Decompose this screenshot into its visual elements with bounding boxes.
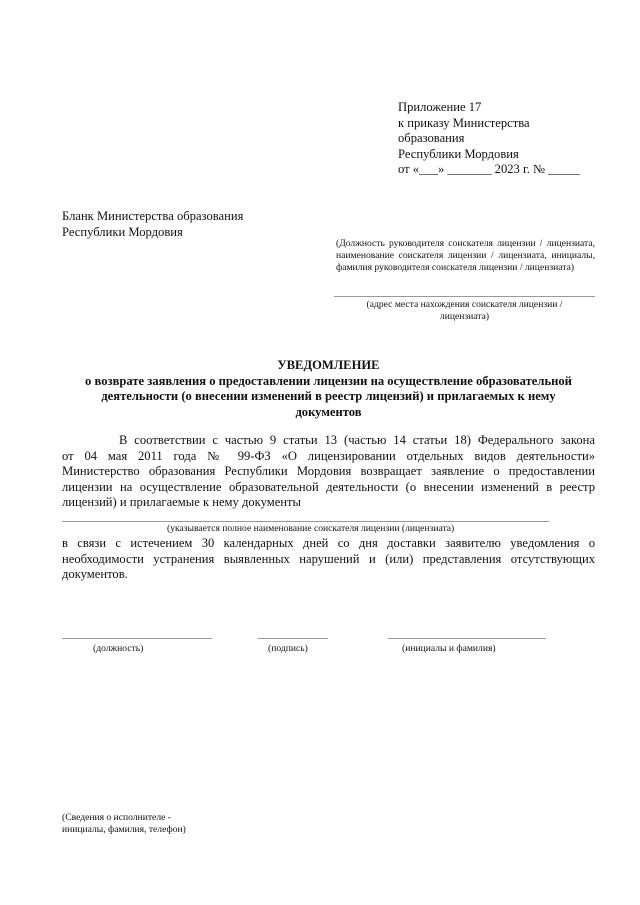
title-subtitle-line: деятельности (о внесении изменений в реестр лицензий) и прилагаемых к нему: [101, 389, 556, 403]
licensee-hint: (указывается полное наименование соискателя лицензии (лицензиата): [167, 523, 455, 534]
name-label: (инициалы и фамилия): [402, 643, 496, 654]
body-line: от 04 мая 2011 года № 99-ФЗ «О лицензировании отдельных видов деятельности»: [62, 448, 595, 463]
appendix-line: Приложение 17: [398, 100, 482, 114]
name-line: [388, 638, 546, 639]
title-subtitle-line: документов: [295, 404, 362, 419]
executor-line: инициалы, фамилия, телефон): [62, 824, 186, 835]
appendix-line: образования: [398, 131, 465, 145]
appendix-date-number: от «___» _______ 2023 г. № _____: [398, 162, 580, 176]
licensee-name-line: [62, 521, 549, 522]
recipient-position-hint: (Должность руководителя соискателя лицензии / лицензиата, наименование соискателя лицензии / лицензиата, инициалы, фамилия руководителя соискателя лицензии / лицензиата): [336, 238, 595, 273]
address-hint-line: (адрес места нахождения соискателя лицензии /: [366, 299, 563, 310]
signature-label: (подпись): [268, 643, 308, 654]
title-heading: УВЕДОМЛЕНИЕ: [277, 358, 380, 372]
address-line: [334, 296, 595, 297]
title-subtitle-line: о возврате заявления о предоставлении лицензии на осуществление образовательной: [85, 373, 572, 388]
appendix-line: Республики Мордовия: [398, 146, 519, 161]
appendix-block: [398, 100, 580, 178]
body-paragraph-1: [62, 433, 595, 511]
letterhead-line: Бланк Министерства образования: [62, 209, 244, 223]
body-line: Министерство образования Республики Мордовия возвращает заявление о предоставлении: [62, 464, 595, 478]
appendix-line: к приказу Министерства: [398, 115, 530, 130]
executor-line: (Сведения о исполнителе -: [62, 812, 171, 823]
letterhead-line: Республики Мордовия: [62, 224, 183, 239]
position-line: [62, 638, 212, 639]
signature-line: [258, 638, 328, 639]
body-paragraph-2: [62, 536, 595, 583]
body-line: лицензий) и прилагаемые к нему документы: [62, 495, 301, 509]
letterhead: [62, 209, 243, 240]
body-line: необходимости устранения выявленных нарушений и (или) представления отсутствующих: [62, 551, 595, 566]
body-line: в связи с истечением 30 календарных дней со дня доставки заявителю уведомления о: [62, 536, 595, 550]
body-line: документов.: [62, 567, 128, 581]
document-title: [62, 358, 595, 420]
body-line: лицензии на осуществление образовательной деятельности (о внесении изменений в реестр: [62, 479, 595, 494]
address-hint-line: лицензиата): [439, 311, 490, 322]
position-label: (должность): [93, 643, 144, 654]
address-hint: [334, 299, 595, 323]
body-line: В соответствии с частью 9 статьи 13 (частью 14 статьи 18) Федерального закона: [119, 433, 595, 447]
executor-info: [62, 812, 186, 836]
